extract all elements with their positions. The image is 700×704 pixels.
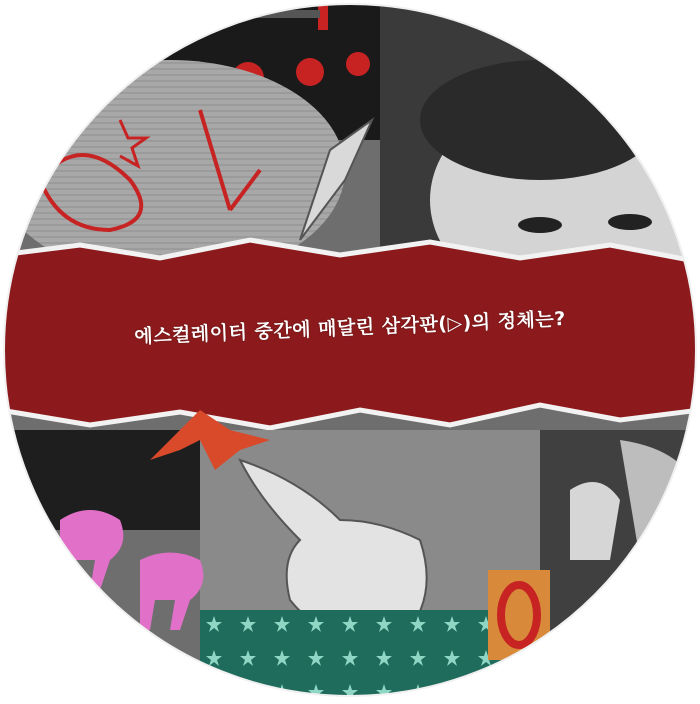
star-field <box>200 610 530 700</box>
caption-text: 에스컬레이터 중간에 매달린 삼각판(▷)의 정체는? <box>133 307 567 349</box>
orange-card <box>488 570 550 660</box>
